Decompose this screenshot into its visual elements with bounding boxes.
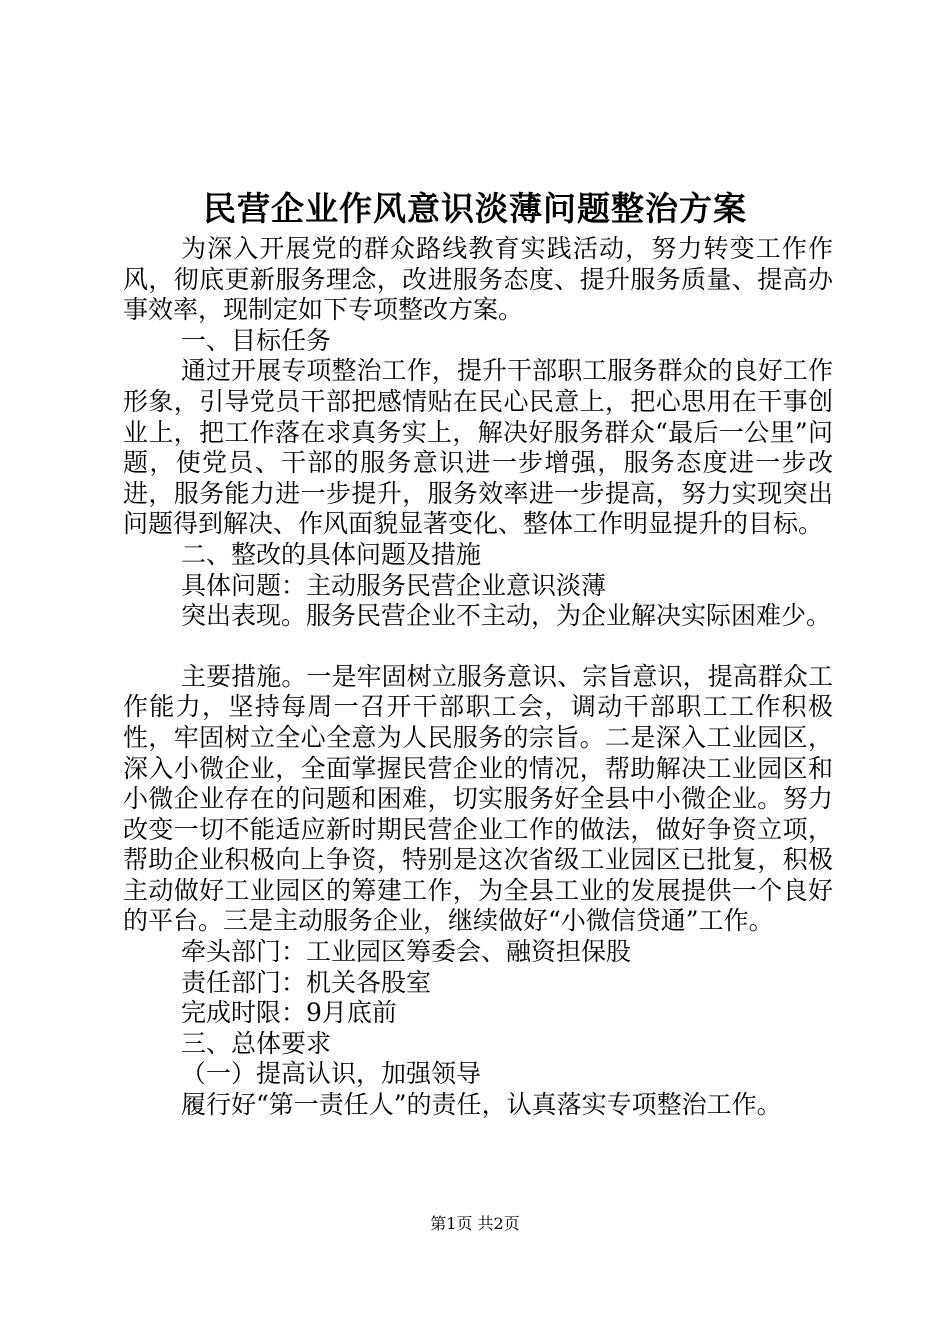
document-title: 民营企业作风意识淡薄问题整治方案	[203, 189, 747, 228]
page-number-footer: 第1页 共2页	[430, 1214, 520, 1233]
section-heading-goals: 一、目标任务	[181, 325, 332, 355]
section-heading-requirements: 三、总体要求	[181, 1028, 332, 1058]
specific-issue: 具体问题：主动服务民营企业意识淡薄	[181, 570, 607, 600]
lead-department: 牵头部门：工业园区筹委会、融资担保股	[181, 937, 632, 967]
responsible-department: 责任部门：机关各股室	[181, 967, 432, 997]
intro-paragraph: 为深入开展党的群众路线教育实践活动，努力转变工作作风，彻底更新服务理念，改进服务态度、提升服务质量、提高办事效率，现制定如下专项整改方案。	[123, 234, 833, 325]
section-heading-issues: 二、整改的具体问题及措施	[181, 539, 482, 569]
prominent-manifestation: 突出表现。服务民营企业不主动，为企业解决实际困难少。	[181, 601, 832, 631]
subheading-awareness: （一）提高认识，加强领导	[181, 1059, 482, 1089]
main-measures-paragraph: 主要措施。一是牢固树立服务意识、宗旨意识，提高群众工作能力，坚持每周一召开干部职工会，调动干部职工工作积极性，牢固树立全心全意为人民服务的宗旨。二是深入工业园区，深入小微企业，全面掌握民营企业的情况，帮助解决工业园区和小微企业存在的问题和困难，切实服务好全县中小微企业。努力改变一切不能适应新时期民营企业工作的做法，做好争资立项，帮助企业积极向上争资，特别是这次省级工业园区已批复，积极主动做好工业园区的筹建工作，为全县工业的发展提供一个良好的平台。三是主动服务企业，继续做好“小微信贷通”工作。	[123, 661, 833, 936]
deadline: 完成时限：9月底前	[181, 998, 397, 1028]
goals-paragraph: 通过开展专项整治工作，提升干部职工服务群众的良好工作形象，引导党员干部把感情贴在民心民意上，把心思用在干事创业上，把工作落在求真务实上，解决好服务群众“最后一公里”问题，使党员、干部的服务意识进一步增强，服务态度进一步改进，服务能力进一步提升，服务效率进一步提高，努力实现突出问题得到解决、作风面貌显著变化、整体工作明显提升的目标。	[123, 356, 833, 539]
document-body	[123, 234, 833, 1121]
responsibility-paragraph: 履行好“第一责任人”的责任，认真落实专项整治工作。	[181, 1090, 782, 1120]
